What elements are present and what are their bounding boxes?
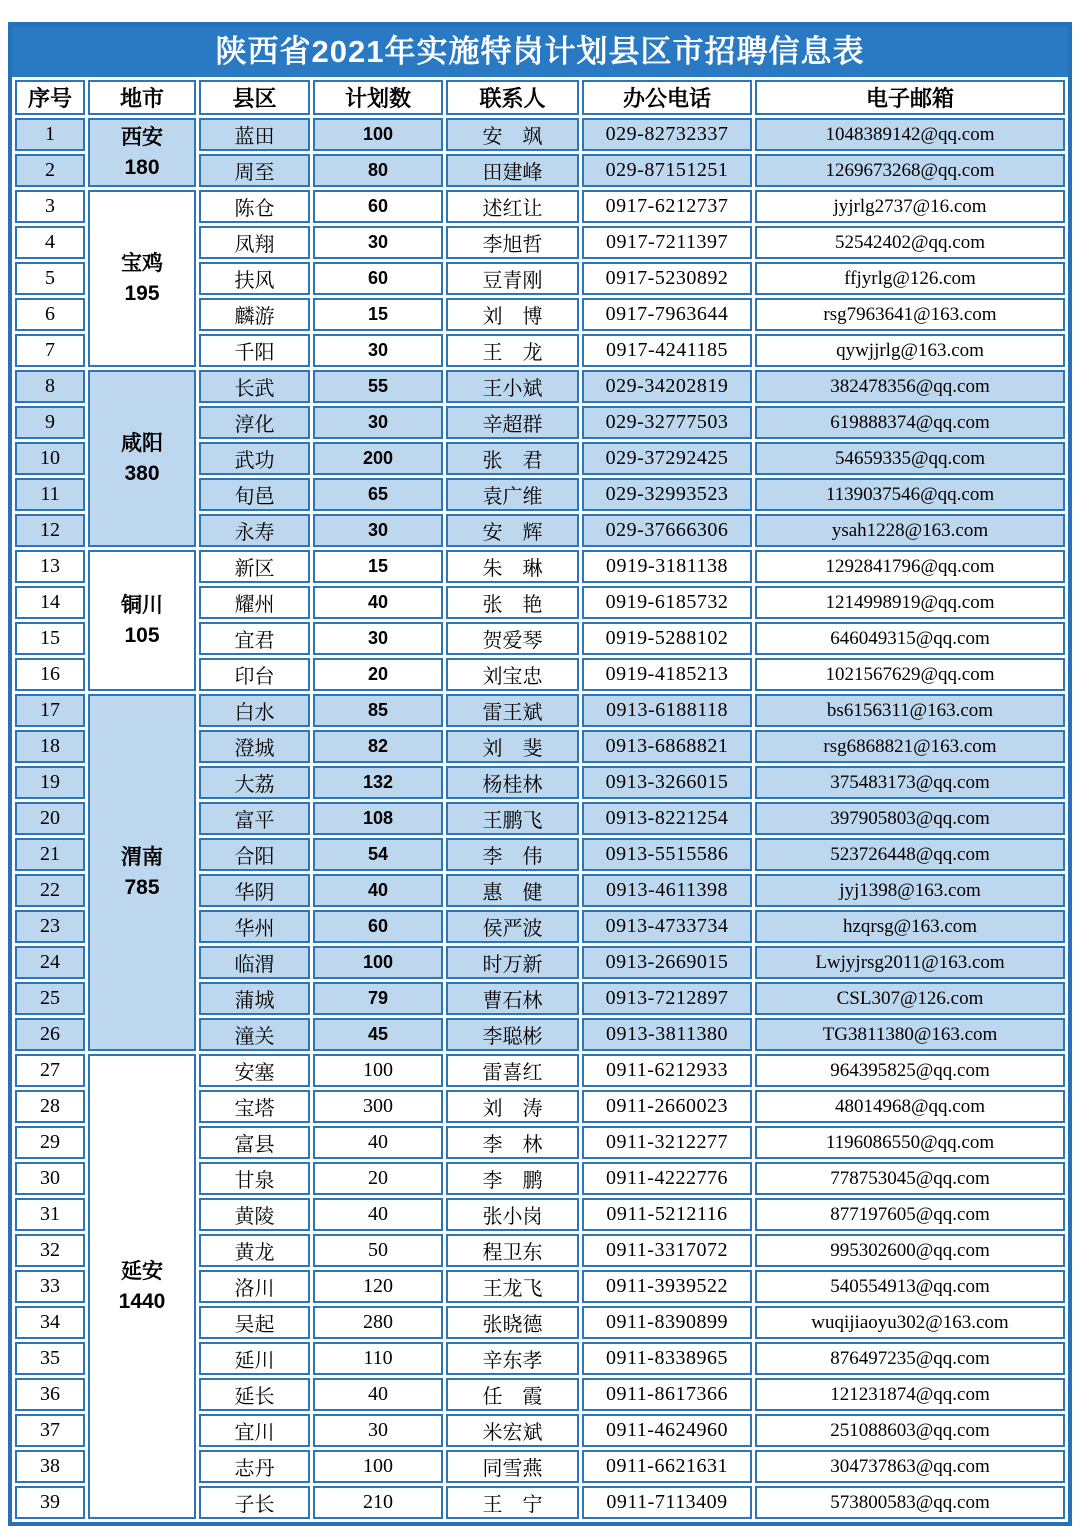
cell-county: 新区 — [199, 550, 310, 583]
cell-office-phone: 0919-3181138 — [582, 550, 752, 583]
cell-email: 304737863@qq.com — [755, 1450, 1065, 1483]
cell-contact-person: 王鹏飞 — [446, 802, 579, 835]
cell-email: jyj1398@163.com — [755, 874, 1065, 907]
cell-email: wuqijiaoyu302@163.com — [755, 1306, 1065, 1339]
cell-email: 876497235@qq.com — [755, 1342, 1065, 1375]
cell-office-phone: 029-32777503 — [582, 406, 752, 439]
table-row — [15, 694, 1065, 727]
cell-contact-person: 王小斌 — [446, 370, 579, 403]
cell-email: 619888374@qq.com — [755, 406, 1065, 439]
cell-contact-person: 王 龙 — [446, 334, 579, 367]
cell-plan-count: 50 — [313, 1234, 443, 1267]
cell-office-phone: 0913-3266015 — [582, 766, 752, 799]
cell-contact-person: 杨桂林 — [446, 766, 579, 799]
cell-county: 陈仓 — [199, 190, 310, 223]
cell-row-number: 33 — [15, 1270, 85, 1303]
cell-plan-count: 40 — [313, 1378, 443, 1411]
cell-contact-person: 米宏斌 — [446, 1414, 579, 1447]
cell-office-phone: 0913-7212897 — [582, 982, 752, 1015]
cell-email: 1021567629@qq.com — [755, 658, 1065, 691]
cell-row-number: 39 — [15, 1486, 85, 1519]
cell-plan-count: 40 — [313, 1198, 443, 1231]
cell-contact-person: 李 鹏 — [446, 1162, 579, 1195]
city-name: 咸阳 — [121, 432, 163, 456]
cell-office-phone: 0911-3939522 — [582, 1270, 752, 1303]
cell-row-number: 6 — [15, 298, 85, 331]
cell-county: 印台 — [199, 658, 310, 691]
cell-email: ffjyrlg@126.com — [755, 262, 1065, 295]
cell-contact-person: 李 林 — [446, 1126, 579, 1159]
cell-contact-person: 贺爱琴 — [446, 622, 579, 655]
cell-office-phone: 0913-2669015 — [582, 946, 752, 979]
cell-county: 周至 — [199, 154, 310, 187]
city-name: 西安 — [121, 126, 163, 150]
cell-row-number: 32 — [15, 1234, 85, 1267]
cell-plan-count: 60 — [313, 190, 443, 223]
cell-contact-person: 雷喜红 — [446, 1054, 579, 1087]
cell-contact-person: 李 伟 — [446, 838, 579, 871]
city-total: 1440 — [118, 1289, 166, 1313]
cell-row-number: 38 — [15, 1450, 85, 1483]
cell-plan-count: 15 — [313, 298, 443, 331]
cell-email: 1292841796@qq.com — [755, 550, 1065, 583]
cell-email: jyjrlg2737@16.com — [755, 190, 1065, 223]
column-header-4: 联系人 — [446, 80, 579, 115]
cell-contact-person: 田建峰 — [446, 154, 579, 187]
cell-office-phone: 0913-8221254 — [582, 802, 752, 835]
cell-row-number: 3 — [15, 190, 85, 223]
cell-row-number: 8 — [15, 370, 85, 403]
column-header-6: 电子邮箱 — [755, 80, 1065, 115]
cell-plan-count: 30 — [313, 514, 443, 547]
recruitment-table — [12, 77, 1068, 1522]
cell-county: 蓝田 — [199, 118, 310, 151]
cell-contact-person: 刘 博 — [446, 298, 579, 331]
cell-contact-person: 王 宁 — [446, 1486, 579, 1519]
cell-row-number: 17 — [15, 694, 85, 727]
cell-row-number: 34 — [15, 1306, 85, 1339]
column-header-5: 办公电话 — [582, 80, 752, 115]
cell-office-phone: 0913-3811380 — [582, 1018, 752, 1051]
cell-county: 澄城 — [199, 730, 310, 763]
cell-contact-person: 袁广维 — [446, 478, 579, 511]
table-frame — [8, 22, 1072, 1526]
cell-contact-person: 刘宝忠 — [446, 658, 579, 691]
cell-office-phone: 0911-8390899 — [582, 1306, 752, 1339]
cell-email: 382478356@qq.com — [755, 370, 1065, 403]
cell-office-phone: 029-32993523 — [582, 478, 752, 511]
cell-email: qywjjrlg@163.com — [755, 334, 1065, 367]
cell-county: 长武 — [199, 370, 310, 403]
cell-office-phone: 0911-4624960 — [582, 1414, 752, 1447]
cell-city-group — [88, 694, 196, 1051]
cell-city-group — [88, 190, 196, 367]
cell-contact-person: 豆青刚 — [446, 262, 579, 295]
cell-city-group — [88, 1054, 196, 1519]
column-header-2: 县区 — [199, 80, 310, 115]
header-row — [15, 80, 1065, 115]
cell-plan-count: 30 — [313, 334, 443, 367]
cell-row-number: 20 — [15, 802, 85, 835]
cell-county: 黄陵 — [199, 1198, 310, 1231]
cell-row-number: 4 — [15, 226, 85, 259]
cell-row-number: 14 — [15, 586, 85, 619]
cell-email: 540554913@qq.com — [755, 1270, 1065, 1303]
cell-contact-person: 雷王斌 — [446, 694, 579, 727]
cell-county: 扶风 — [199, 262, 310, 295]
cell-contact-person: 辛超群 — [446, 406, 579, 439]
cell-plan-count: 280 — [313, 1306, 443, 1339]
cell-county: 永寿 — [199, 514, 310, 547]
column-header-0: 序号 — [15, 80, 85, 115]
cell-office-phone: 0917-4241185 — [582, 334, 752, 367]
cell-row-number: 36 — [15, 1378, 85, 1411]
cell-office-phone: 0911-8617366 — [582, 1378, 752, 1411]
cell-county: 麟游 — [199, 298, 310, 331]
cell-email: ysah1228@163.com — [755, 514, 1065, 547]
cell-row-number: 18 — [15, 730, 85, 763]
cell-office-phone: 029-34202819 — [582, 370, 752, 403]
cell-county: 富县 — [199, 1126, 310, 1159]
cell-office-phone: 029-37666306 — [582, 514, 752, 547]
cell-county: 蒲城 — [199, 982, 310, 1015]
cell-email: CSL307@126.com — [755, 982, 1065, 1015]
cell-contact-person: 朱 琳 — [446, 550, 579, 583]
cell-email: 778753045@qq.com — [755, 1162, 1065, 1195]
cell-county: 华州 — [199, 910, 310, 943]
cell-row-number: 10 — [15, 442, 85, 475]
cell-county: 华阴 — [199, 874, 310, 907]
cell-plan-count: 40 — [313, 874, 443, 907]
cell-office-phone: 029-82732337 — [582, 118, 752, 151]
cell-row-number: 15 — [15, 622, 85, 655]
cell-row-number: 29 — [15, 1126, 85, 1159]
cell-email: 54659335@qq.com — [755, 442, 1065, 475]
table-row — [15, 370, 1065, 403]
cell-office-phone: 0917-7963644 — [582, 298, 752, 331]
cell-email: 397905803@qq.com — [755, 802, 1065, 835]
city-total: 785 — [124, 875, 160, 899]
cell-contact-person: 张 艳 — [446, 586, 579, 619]
cell-email: TG3811380@163.com — [755, 1018, 1065, 1051]
cell-office-phone: 0911-8338965 — [582, 1342, 752, 1375]
table-row — [15, 190, 1065, 223]
cell-email: 877197605@qq.com — [755, 1198, 1065, 1231]
cell-city-group — [88, 370, 196, 547]
cell-plan-count: 40 — [313, 1126, 443, 1159]
cell-email: 251088603@qq.com — [755, 1414, 1065, 1447]
cell-county: 子长 — [199, 1486, 310, 1519]
cell-row-number: 28 — [15, 1090, 85, 1123]
cell-row-number: 16 — [15, 658, 85, 691]
cell-email: 121231874@qq.com — [755, 1378, 1065, 1411]
cell-email: 1269673268@qq.com — [755, 154, 1065, 187]
cell-row-number: 13 — [15, 550, 85, 583]
cell-contact-person: 时万新 — [446, 946, 579, 979]
cell-row-number: 2 — [15, 154, 85, 187]
cell-row-number: 21 — [15, 838, 85, 871]
cell-plan-count: 100 — [313, 1054, 443, 1087]
cell-contact-person: 张小岗 — [446, 1198, 579, 1231]
cell-contact-person: 曹石林 — [446, 982, 579, 1015]
cell-plan-count: 210 — [313, 1486, 443, 1519]
cell-plan-count: 30 — [313, 406, 443, 439]
cell-county: 富平 — [199, 802, 310, 835]
cell-email: 1196086550@qq.com — [755, 1126, 1065, 1159]
cell-county: 志丹 — [199, 1450, 310, 1483]
cell-contact-person: 张 君 — [446, 442, 579, 475]
cell-office-phone: 0917-6212737 — [582, 190, 752, 223]
cell-office-phone: 0913-4611398 — [582, 874, 752, 907]
cell-county: 淳化 — [199, 406, 310, 439]
cell-office-phone: 0917-7211397 — [582, 226, 752, 259]
cell-plan-count: 100 — [313, 1450, 443, 1483]
cell-office-phone: 0911-6212933 — [582, 1054, 752, 1087]
cell-county: 宜君 — [199, 622, 310, 655]
cell-row-number: 24 — [15, 946, 85, 979]
cell-office-phone: 0911-3317072 — [582, 1234, 752, 1267]
cell-office-phone: 0913-6868821 — [582, 730, 752, 763]
cell-office-phone: 0917-5230892 — [582, 262, 752, 295]
cell-plan-count: 45 — [313, 1018, 443, 1051]
cell-plan-count: 30 — [313, 622, 443, 655]
cell-contact-person: 刘 斐 — [446, 730, 579, 763]
cell-county: 潼关 — [199, 1018, 310, 1051]
cell-row-number: 19 — [15, 766, 85, 799]
cell-plan-count: 200 — [313, 442, 443, 475]
cell-email: 964395825@qq.com — [755, 1054, 1065, 1087]
cell-email: rsg6868821@163.com — [755, 730, 1065, 763]
cell-email: 573800583@qq.com — [755, 1486, 1065, 1519]
cell-county: 延长 — [199, 1378, 310, 1411]
city-total: 105 — [124, 623, 160, 647]
cell-county: 临渭 — [199, 946, 310, 979]
cell-email: 1214998919@qq.com — [755, 586, 1065, 619]
cell-row-number: 5 — [15, 262, 85, 295]
cell-office-phone: 0913-5515586 — [582, 838, 752, 871]
cell-county: 甘泉 — [199, 1162, 310, 1195]
cell-county: 洛川 — [199, 1270, 310, 1303]
cell-city-group — [88, 118, 196, 187]
cell-contact-person: 安 飒 — [446, 118, 579, 151]
cell-county: 延川 — [199, 1342, 310, 1375]
cell-county: 凤翔 — [199, 226, 310, 259]
city-name: 渭南 — [121, 846, 163, 870]
table-title: 陕西省2021年实施特岗计划县区市招聘信息表 — [12, 26, 1068, 77]
cell-county: 黄龙 — [199, 1234, 310, 1267]
cell-email: 646049315@qq.com — [755, 622, 1065, 655]
cell-row-number: 12 — [15, 514, 85, 547]
cell-contact-person: 述红让 — [446, 190, 579, 223]
table-row — [15, 118, 1065, 151]
city-name: 铜川 — [121, 594, 163, 618]
cell-county: 安塞 — [199, 1054, 310, 1087]
cell-row-number: 35 — [15, 1342, 85, 1375]
cell-plan-count: 300 — [313, 1090, 443, 1123]
cell-contact-person: 辛东孝 — [446, 1342, 579, 1375]
cell-row-number: 25 — [15, 982, 85, 1015]
cell-contact-person: 任 霞 — [446, 1378, 579, 1411]
cell-county: 宜川 — [199, 1414, 310, 1447]
table-row — [15, 1054, 1065, 1087]
cell-office-phone: 0911-3212277 — [582, 1126, 752, 1159]
cell-office-phone: 0911-5212116 — [582, 1198, 752, 1231]
cell-office-phone: 029-87151251 — [582, 154, 752, 187]
cell-plan-count: 120 — [313, 1270, 443, 1303]
cell-office-phone: 029-37292425 — [582, 442, 752, 475]
cell-contact-person: 张晓德 — [446, 1306, 579, 1339]
cell-plan-count: 100 — [313, 946, 443, 979]
cell-plan-count: 60 — [313, 262, 443, 295]
cell-office-phone: 0911-7113409 — [582, 1486, 752, 1519]
cell-office-phone: 0913-6188118 — [582, 694, 752, 727]
cell-row-number: 30 — [15, 1162, 85, 1195]
cell-row-number: 27 — [15, 1054, 85, 1087]
cell-plan-count: 55 — [313, 370, 443, 403]
cell-contact-person: 王龙飞 — [446, 1270, 579, 1303]
cell-row-number: 26 — [15, 1018, 85, 1051]
cell-plan-count: 40 — [313, 586, 443, 619]
cell-row-number: 1 — [15, 118, 85, 151]
cell-plan-count: 80 — [313, 154, 443, 187]
cell-office-phone: 0919-6185732 — [582, 586, 752, 619]
cell-email: 995302600@qq.com — [755, 1234, 1065, 1267]
cell-email: rsg7963641@163.com — [755, 298, 1065, 331]
city-total: 180 — [124, 155, 160, 179]
cell-office-phone: 0911-6621631 — [582, 1450, 752, 1483]
cell-plan-count: 60 — [313, 910, 443, 943]
cell-county: 大荔 — [199, 766, 310, 799]
cell-contact-person: 惠 健 — [446, 874, 579, 907]
cell-contact-person: 刘 涛 — [446, 1090, 579, 1123]
cell-plan-count: 65 — [313, 478, 443, 511]
city-name: 宝鸡 — [121, 252, 163, 276]
cell-email: 1139037546@qq.com — [755, 478, 1065, 511]
city-total: 380 — [124, 461, 160, 485]
cell-plan-count: 108 — [313, 802, 443, 835]
cell-email: 1048389142@qq.com — [755, 118, 1065, 151]
cell-plan-count: 30 — [313, 1414, 443, 1447]
cell-county: 合阳 — [199, 838, 310, 871]
cell-contact-person: 程卫东 — [446, 1234, 579, 1267]
cell-plan-count: 79 — [313, 982, 443, 1015]
cell-contact-person: 安 辉 — [446, 514, 579, 547]
cell-office-phone: 0911-4222776 — [582, 1162, 752, 1195]
cell-office-phone: 0911-2660023 — [582, 1090, 752, 1123]
recruitment-table-page — [8, 22, 1072, 1526]
cell-plan-count: 100 — [313, 118, 443, 151]
cell-contact-person: 同雪燕 — [446, 1450, 579, 1483]
cell-row-number: 31 — [15, 1198, 85, 1231]
city-total: 195 — [124, 281, 160, 305]
table-row — [15, 550, 1065, 583]
cell-county: 耀州 — [199, 586, 310, 619]
cell-office-phone: 0919-4185213 — [582, 658, 752, 691]
cell-county: 吴起 — [199, 1306, 310, 1339]
cell-plan-count: 132 — [313, 766, 443, 799]
cell-email: hzqrsg@163.com — [755, 910, 1065, 943]
cell-office-phone: 0919-5288102 — [582, 622, 752, 655]
cell-row-number: 22 — [15, 874, 85, 907]
cell-plan-count: 20 — [313, 1162, 443, 1195]
cell-plan-count: 54 — [313, 838, 443, 871]
cell-plan-count: 15 — [313, 550, 443, 583]
cell-city-group — [88, 550, 196, 691]
cell-email: Lwjyjrsg2011@163.com — [755, 946, 1065, 979]
cell-email: 48014968@qq.com — [755, 1090, 1065, 1123]
cell-row-number: 37 — [15, 1414, 85, 1447]
cell-plan-count: 82 — [313, 730, 443, 763]
cell-contact-person: 李聪彬 — [446, 1018, 579, 1051]
cell-contact-person: 李旭哲 — [446, 226, 579, 259]
cell-county: 武功 — [199, 442, 310, 475]
column-header-3: 计划数 — [313, 80, 443, 115]
cell-plan-count: 30 — [313, 226, 443, 259]
cell-contact-person: 侯严波 — [446, 910, 579, 943]
cell-email: 52542402@qq.com — [755, 226, 1065, 259]
cell-row-number: 23 — [15, 910, 85, 943]
cell-row-number: 11 — [15, 478, 85, 511]
cell-row-number: 7 — [15, 334, 85, 367]
cell-email: 375483173@qq.com — [755, 766, 1065, 799]
city-name: 延安 — [121, 1260, 163, 1284]
cell-plan-count: 85 — [313, 694, 443, 727]
cell-plan-count: 20 — [313, 658, 443, 691]
table-body — [15, 118, 1065, 1519]
column-header-1: 地市 — [88, 80, 196, 115]
cell-row-number: 9 — [15, 406, 85, 439]
cell-email: bs6156311@163.com — [755, 694, 1065, 727]
cell-county: 千阳 — [199, 334, 310, 367]
cell-office-phone: 0913-4733734 — [582, 910, 752, 943]
cell-email: 523726448@qq.com — [755, 838, 1065, 871]
cell-county: 宝塔 — [199, 1090, 310, 1123]
cell-county: 旬邑 — [199, 478, 310, 511]
cell-plan-count: 110 — [313, 1342, 443, 1375]
cell-county: 白水 — [199, 694, 310, 727]
